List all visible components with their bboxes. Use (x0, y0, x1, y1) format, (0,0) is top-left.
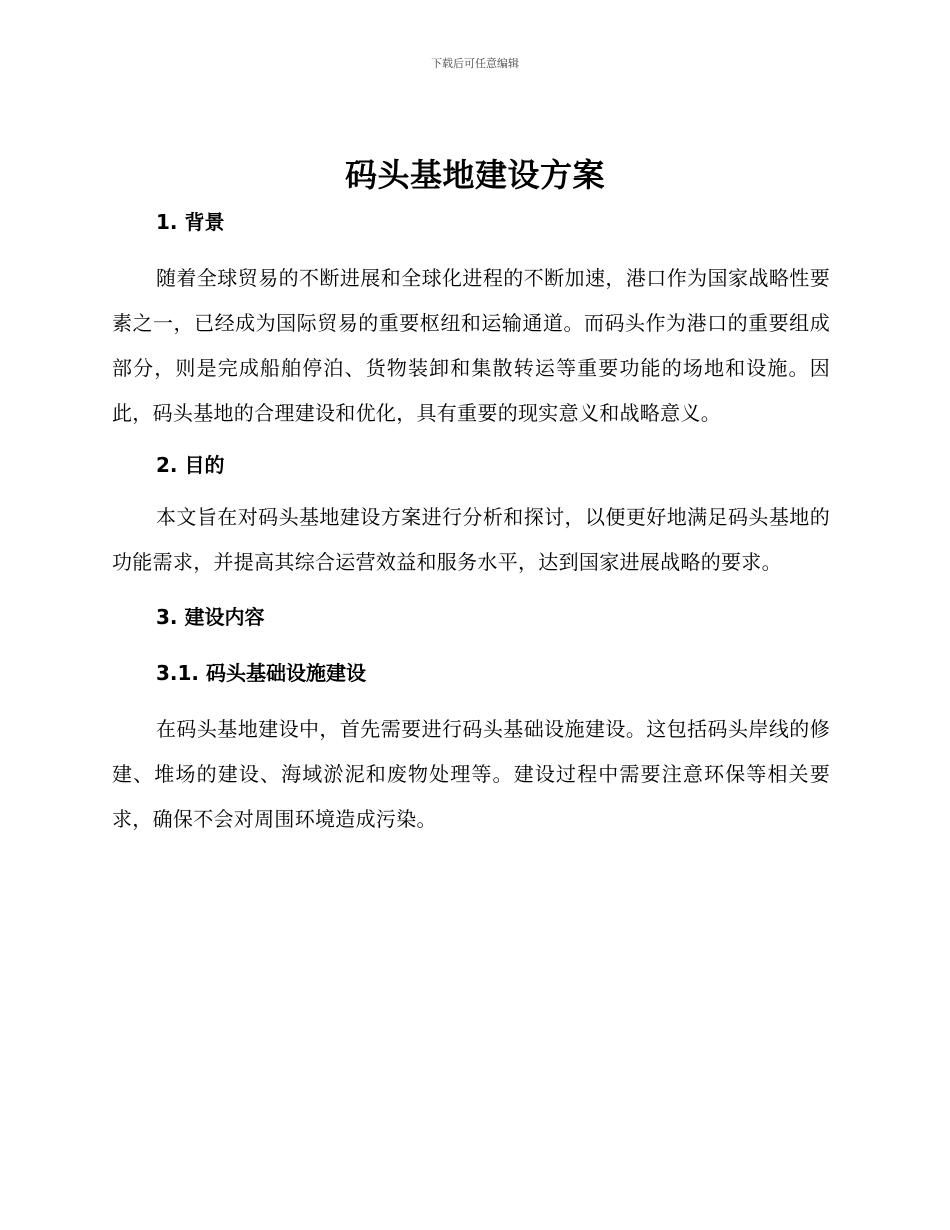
header-note: 下载后可任意编辑 (431, 57, 519, 70)
document-body (112, 205, 830, 842)
subsection-heading-infrastructure: 3.1. 码头基础设施建设 (156, 661, 366, 685)
section-heading-purpose: 2. 目的 (156, 453, 225, 477)
subsection-paragraph-infrastructure: 在码头基地建设中，首先需要进行码头基础设施建设。这包括码头岸线的修建、堆场的建设、海域淤泥和废物处理等。建设过程中需要注意环保等相关要求，确保不会对周围环境造成污染。 (112, 717, 830, 831)
section-heading-background: 1. 背景 (156, 210, 225, 234)
section-paragraph-background: 随着全球贸易的不断进展和全球化进程的不断加速，港口作为国家战略性要素之一，已经成为国际贸易的重要枢纽和运输通道。而码头作为港口的重要组成部分，则是完成船舶停泊、货物装卸和集散转运等重要功能的场地和设施。因此，码头基地的合理建设和优化，具有重要的现实意义和战略意义。 (112, 266, 830, 425)
section-paragraph-purpose: 本文旨在对码头基地建设方案进行分析和探讨，以便更好地满足码头基地的功能需求，并提高其综合运营效益和服务水平，达到国家进展战略的要求。 (112, 505, 830, 574)
section-heading-construction: 3. 建设内容 (156, 605, 265, 629)
document-title: 码头基地建设方案 (344, 156, 605, 194)
